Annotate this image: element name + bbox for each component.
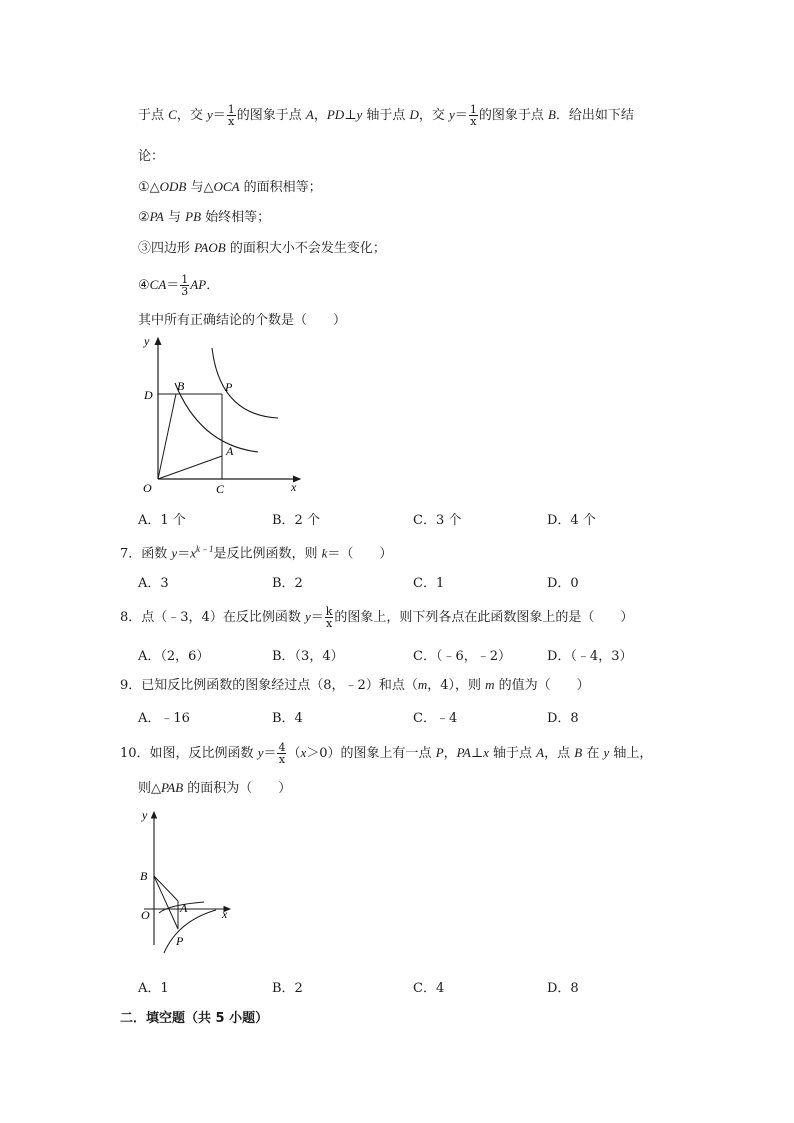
fraction-1-over-x: $\frac{1}{x}$ — [227, 103, 235, 128]
q9-stem: 9．已知反比例函数的图象经过点（8，﹣2）和点（m，4），则 m 的值为（ ） — [120, 677, 590, 693]
fraction-1-over-x: $\frac{1}{x}$ — [469, 103, 477, 128]
q6-text-line1: 于点 C，交 y＝ $\frac{1}{x}$ 的图象于点 A，PD⊥y 轴于点 D，交 y＝ $\frac{1}{x}$ 的图象于点 B．给出如下结 — [138, 103, 634, 128]
q8-stem: 8．点（﹣3，4）在反比例函数 y＝ $\frac{k}{x}$ 的图象上，则下列各点在此函数图象上的是（ ） — [120, 605, 634, 630]
q6-conclusion-4: ④CA＝ $\frac{1}{3}$ AP． — [138, 273, 220, 298]
fraction-1-over-3: $\frac{1}{3}$ — [181, 273, 189, 298]
segment-BP — [154, 876, 178, 929]
curve-y-1-over-x — [175, 383, 258, 452]
segment-BA — [154, 876, 178, 901]
fraction-k-over-x: $\frac{k}{x}$ — [325, 605, 333, 630]
q7-option-b[interactable]: B．2 — [272, 576, 303, 591]
q10-option-d[interactable]: D．8 — [547, 981, 579, 996]
q6-option-d[interactable]: D．4 个 — [547, 513, 596, 528]
label-O: O — [143, 481, 152, 495]
q7-option-a[interactable]: A．3 — [138, 576, 169, 591]
label-A: A — [180, 901, 188, 915]
label-x: x — [222, 907, 228, 921]
q10-option-b[interactable]: B．2 — [272, 981, 303, 996]
segment-OA — [158, 456, 222, 479]
q8-option-c[interactable]: C．（﹣6，﹣2） — [413, 649, 511, 664]
q9-option-a[interactable]: A．﹣16 — [138, 711, 190, 726]
section-heading-fill-in: 二．填空题（共 5 小题） — [120, 1011, 269, 1026]
q6-option-b[interactable]: B．2 个 — [272, 513, 320, 528]
q6-option-c[interactable]: C．3 个 — [413, 513, 462, 528]
label-P: P — [176, 934, 184, 948]
label-A: A — [226, 444, 234, 458]
q8-option-a[interactable]: A．（2，6） — [138, 649, 210, 664]
label-B: B — [177, 379, 185, 393]
label-C: C — [216, 482, 225, 496]
q9-option-b[interactable]: B．4 — [272, 711, 303, 726]
segment-OB — [158, 394, 176, 479]
label-D: D — [144, 388, 153, 402]
q8-option-d[interactable]: D．（﹣4，3） — [547, 649, 633, 664]
fraction-4-over-x: $\frac{4}{x}$ — [278, 741, 286, 766]
q10-option-a[interactable]: A．1 — [138, 981, 169, 996]
label-P: P — [225, 380, 233, 394]
label-O: O — [141, 908, 150, 922]
label-x: x — [291, 480, 297, 494]
q7-option-c[interactable]: C．1 — [413, 576, 445, 591]
q6-option-a[interactable]: A．1 个 — [138, 513, 186, 528]
q6-graph — [140, 335, 320, 500]
q6-conclusion-2: ②PA 与 PB 始终相等； — [138, 209, 271, 225]
q10-stem-line1: 10．如图，反比例函数 y＝ $\frac{4}{x}$ （x＞0）的图象上有一点 P，PA⊥x 轴于点 A，点 B 在 y 轴上， — [120, 741, 653, 766]
q10-graph — [138, 805, 248, 955]
q8-option-b[interactable]: B．（3，4） — [272, 649, 344, 664]
q6-text-line2: 论： — [138, 149, 165, 164]
q9-option-c[interactable]: C．﹣4 — [413, 711, 458, 726]
q9-option-d[interactable]: D．8 — [547, 711, 579, 726]
q10-stem-line2: 则△PAB 的面积为（ ） — [138, 780, 292, 796]
q7-option-d[interactable]: D．0 — [547, 576, 579, 591]
q6-conclusion-1: ①△ODB 与△OCA 的面积相等； — [138, 179, 322, 195]
label-B: B — [140, 869, 148, 883]
q10-option-c[interactable]: C．4 — [413, 981, 445, 996]
q7-stem: 7．函数 $y=x^{k﹣1}$是反比例函数，则 k＝（ ） — [120, 544, 393, 562]
q6-conclusion-3: ③四边形 PAOB 的面积大小不会发生变化； — [138, 240, 386, 256]
label-y: y — [142, 808, 148, 822]
label-y: y — [144, 335, 150, 348]
q6-question: 其中所有正确结论的个数是（ ） — [138, 313, 347, 328]
